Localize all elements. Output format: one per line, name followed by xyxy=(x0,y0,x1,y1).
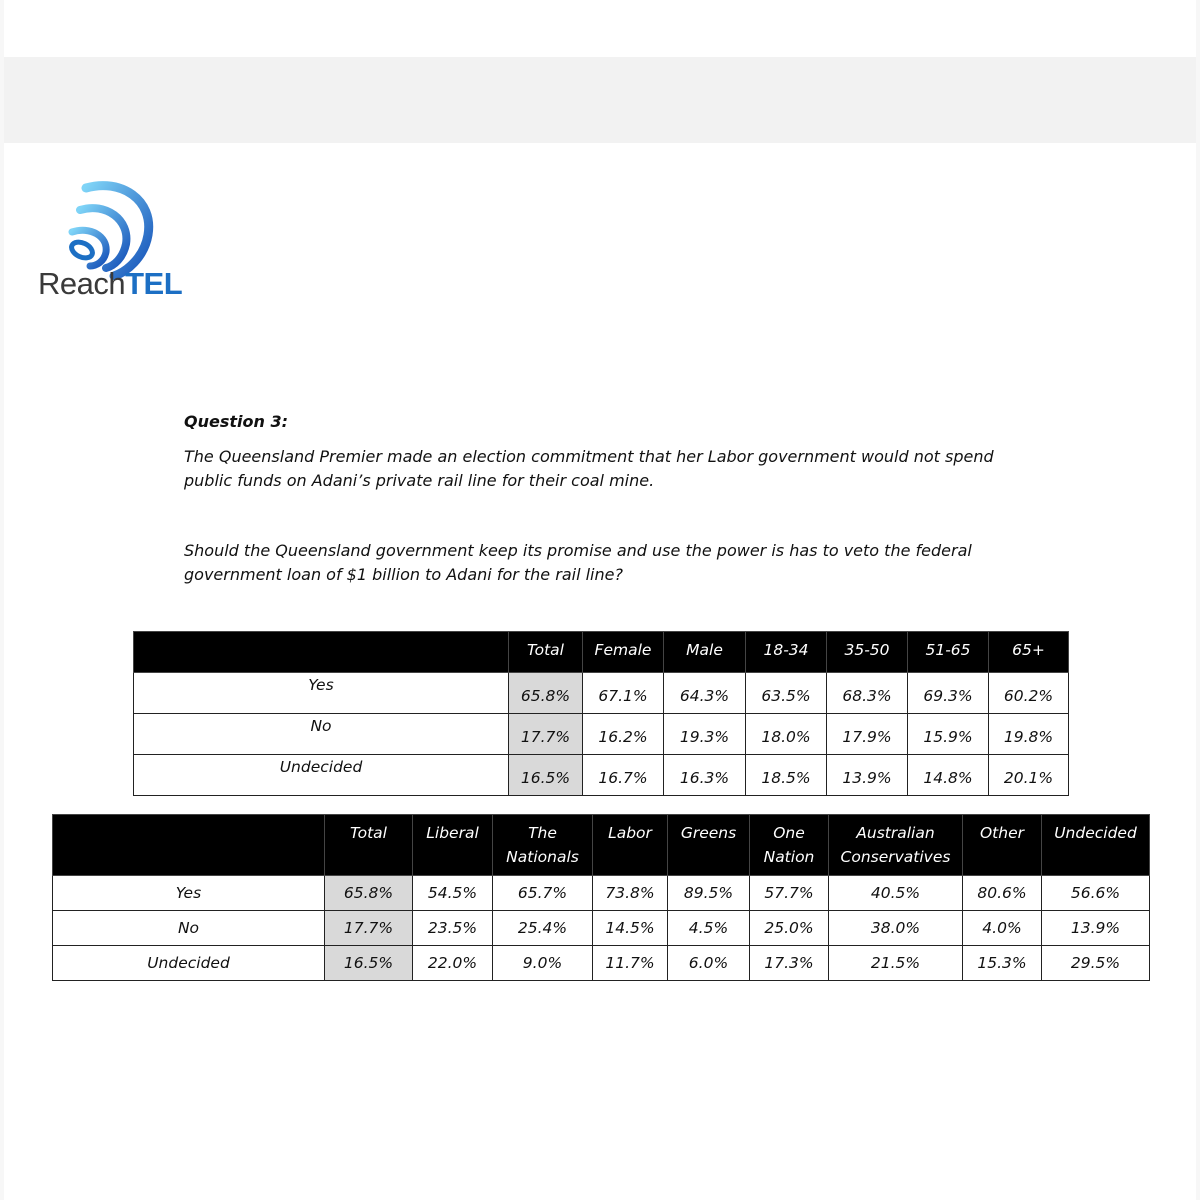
table-cell: 56.6% xyxy=(1042,876,1150,911)
column-header: Male xyxy=(664,632,746,673)
column-header xyxy=(829,815,963,876)
table-cell: 80.6% xyxy=(963,876,1042,911)
table-cell: 18.5% xyxy=(746,755,827,796)
row-label: Yes xyxy=(53,876,325,911)
header-line: Liberal xyxy=(426,824,479,842)
table-header-row xyxy=(134,632,1069,673)
row-label: No xyxy=(134,714,509,755)
header-line: Other xyxy=(979,824,1024,842)
table-cell: 16.5% xyxy=(325,946,413,981)
column-header: 35-50 xyxy=(827,632,908,673)
header-line: One xyxy=(773,824,805,842)
table-cell: 19.3% xyxy=(664,714,746,755)
table-cell: 38.0% xyxy=(829,911,963,946)
table-cell: 11.7% xyxy=(593,946,668,981)
column-header: 65+ xyxy=(989,632,1069,673)
table-cell: 65.7% xyxy=(493,876,593,911)
table-cell: 73.8% xyxy=(593,876,668,911)
table-header-row xyxy=(53,815,1150,876)
table-cell: 60.2% xyxy=(989,673,1069,714)
question-context: The Queensland Premier made an election commitment that her Labor government would not spend public funds on Adani’s private rail line for their coal mine. xyxy=(184,447,994,490)
header-blank xyxy=(53,815,325,876)
table-row xyxy=(53,911,1150,946)
column-header xyxy=(413,815,493,876)
header-line: Nation xyxy=(763,848,815,866)
column-header xyxy=(750,815,829,876)
column-header: Female xyxy=(583,632,664,673)
row-label: No xyxy=(53,911,325,946)
table-cell: 17.3% xyxy=(750,946,829,981)
row-label: Undecided xyxy=(134,755,509,796)
table-cell: 68.3% xyxy=(827,673,908,714)
column-header: Total xyxy=(509,632,583,673)
table-cell: 63.5% xyxy=(746,673,827,714)
header-line: Nationals xyxy=(506,848,579,866)
row-label: Yes xyxy=(134,673,509,714)
table-cell: 13.9% xyxy=(827,755,908,796)
header-line: The xyxy=(528,824,557,842)
table-cell: 17.9% xyxy=(827,714,908,755)
table-cell: 16.5% xyxy=(509,755,583,796)
header-line: Undecided xyxy=(1054,824,1137,842)
table-cell: 69.3% xyxy=(908,673,989,714)
table-cell: 14.5% xyxy=(593,911,668,946)
table-cell: 6.0% xyxy=(668,946,750,981)
table-cell: 16.3% xyxy=(664,755,746,796)
table-row xyxy=(134,755,1069,796)
column-header xyxy=(1042,815,1150,876)
column-header xyxy=(325,815,413,876)
table-cell: 65.8% xyxy=(325,876,413,911)
table-cell: 20.1% xyxy=(989,755,1069,796)
header-line: Greens xyxy=(680,824,737,842)
table-cell: 65.8% xyxy=(509,673,583,714)
header-line: Total xyxy=(350,824,387,842)
table-cell: 57.7% xyxy=(750,876,829,911)
table-cell: 17.7% xyxy=(325,911,413,946)
table-cell: 25.0% xyxy=(750,911,829,946)
table-cell: 22.0% xyxy=(413,946,493,981)
reachtel-logo xyxy=(38,180,198,305)
column-header xyxy=(593,815,668,876)
table-cell: 4.5% xyxy=(668,911,750,946)
header-blank xyxy=(134,632,509,673)
table-cell: 17.7% xyxy=(509,714,583,755)
header-line: Australian xyxy=(856,824,935,842)
question-title: Question 3: xyxy=(184,412,288,431)
party-table xyxy=(52,814,1150,981)
column-header xyxy=(493,815,593,876)
header-line: Conservatives xyxy=(840,848,951,866)
table-cell: 19.8% xyxy=(989,714,1069,755)
table-cell: 29.5% xyxy=(1042,946,1150,981)
table-cell: 4.0% xyxy=(963,911,1042,946)
table-cell: 67.1% xyxy=(583,673,664,714)
table-cell: 23.5% xyxy=(413,911,493,946)
table-row xyxy=(134,714,1069,755)
table-row xyxy=(134,673,1069,714)
column-header xyxy=(963,815,1042,876)
table-cell: 40.5% xyxy=(829,876,963,911)
table-cell: 15.3% xyxy=(963,946,1042,981)
column-header: 51-65 xyxy=(908,632,989,673)
table-cell: 64.3% xyxy=(664,673,746,714)
table-cell: 13.9% xyxy=(1042,911,1150,946)
table-cell: 25.4% xyxy=(493,911,593,946)
table-cell: 54.5% xyxy=(413,876,493,911)
table-cell: 16.7% xyxy=(583,755,664,796)
table-cell: 9.0% xyxy=(493,946,593,981)
reachtel-wordmark: ReachTEL xyxy=(38,266,183,301)
top-banner xyxy=(4,57,1196,143)
column-header: 18-34 xyxy=(746,632,827,673)
row-label: Undecided xyxy=(53,946,325,981)
table-cell: 15.9% xyxy=(908,714,989,755)
header-line: Labor xyxy=(608,824,652,842)
table-cell: 18.0% xyxy=(746,714,827,755)
demographics-table xyxy=(133,631,1069,796)
column-header xyxy=(668,815,750,876)
reachtel-swirl-icon xyxy=(66,180,166,280)
table-row xyxy=(53,876,1150,911)
table-cell: 14.8% xyxy=(908,755,989,796)
table-cell: 16.2% xyxy=(583,714,664,755)
table-cell: 89.5% xyxy=(668,876,750,911)
table-cell: 21.5% xyxy=(829,946,963,981)
question-prompt: Should the Queensland government keep its promise and use the power is has to veto the federal government loan of $1 billion to Adani for the rail line? xyxy=(184,541,972,584)
table-row xyxy=(53,946,1150,981)
